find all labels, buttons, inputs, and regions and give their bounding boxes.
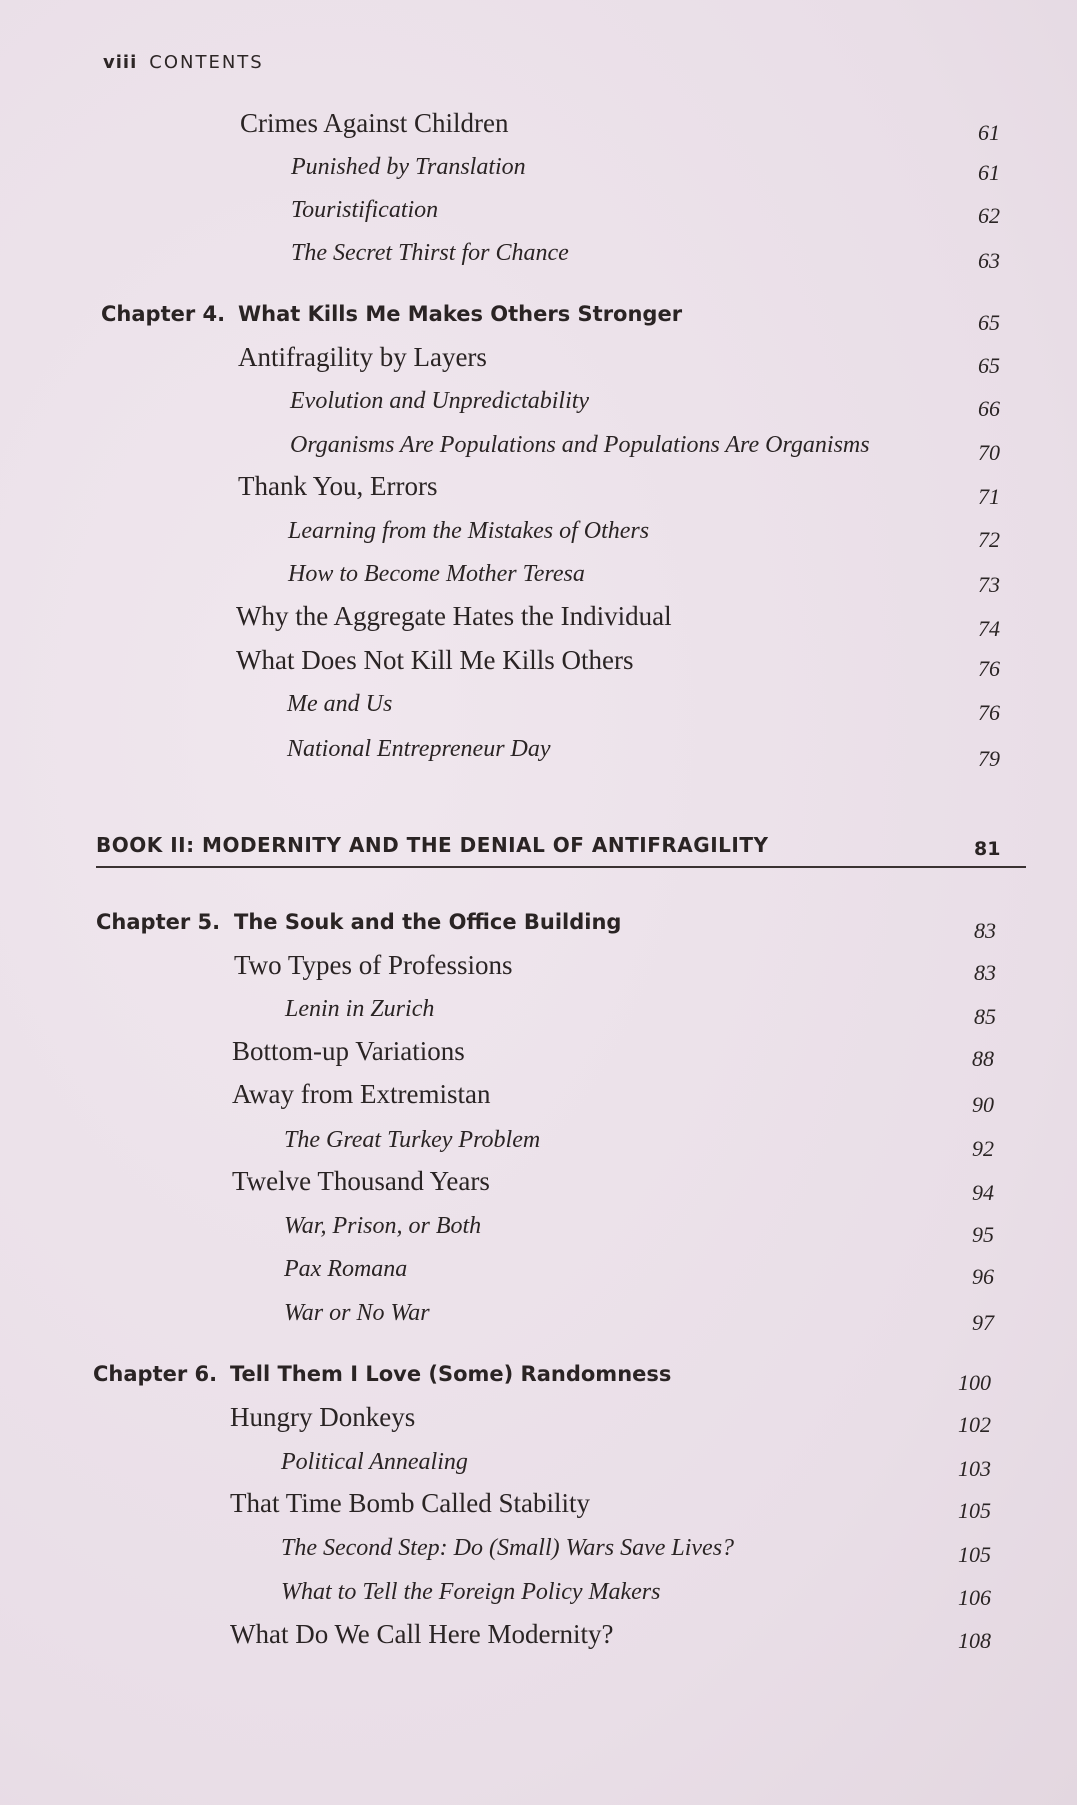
toc-entry-subsection[interactable]: The Secret Thirst for Chance bbox=[291, 240, 569, 266]
page-folio: viii bbox=[103, 52, 138, 73]
toc-entry-page: 63 bbox=[978, 248, 1000, 273]
toc-entry-section[interactable]: Crimes Against Children bbox=[240, 108, 509, 138]
toc-entry-page: 96 bbox=[972, 1264, 994, 1289]
toc-entry-page: 61 bbox=[978, 160, 1000, 185]
toc-entry-page: 79 bbox=[978, 746, 1000, 771]
toc-entry-page: 106 bbox=[958, 1585, 991, 1610]
toc-entry-page: 71 bbox=[978, 484, 1000, 509]
toc-entry-page: 105 bbox=[958, 1542, 991, 1567]
toc-entry-section[interactable]: Antifragility by Layers bbox=[238, 342, 487, 372]
toc-entry-page: 95 bbox=[972, 1222, 994, 1247]
toc-entry-page: 103 bbox=[958, 1456, 991, 1481]
chapter-label: Chapter 6. bbox=[93, 1362, 218, 1386]
toc-entry-page: 62 bbox=[978, 203, 1000, 228]
toc-entry-subsection[interactable]: How to Become Mother Teresa bbox=[288, 561, 585, 587]
running-head bbox=[103, 52, 264, 73]
chapter-label: Chapter 5. bbox=[96, 910, 221, 934]
book-page: 81 bbox=[974, 838, 1001, 860]
toc-entry-subsection[interactable]: National Entrepreneur Day bbox=[287, 736, 551, 762]
toc-entry-page: 76 bbox=[978, 656, 1000, 681]
toc-entry-section[interactable]: Bottom-up Variations bbox=[232, 1036, 465, 1066]
toc-entry-page: 65 bbox=[978, 353, 1000, 378]
toc-entry-subsection[interactable]: The Great Turkey Problem bbox=[284, 1127, 541, 1153]
toc-entry-subsection[interactable]: War, Prison, or Both bbox=[284, 1213, 482, 1239]
toc-entry-page: 76 bbox=[978, 700, 1000, 725]
chapter-page: 65 bbox=[978, 310, 1000, 335]
chapter-page: 100 bbox=[958, 1370, 991, 1395]
toc-entry-page: 66 bbox=[978, 396, 1000, 421]
chapter-label: Chapter 4. bbox=[101, 302, 226, 326]
toc-entry-section[interactable]: Two Types of Professions bbox=[234, 950, 513, 980]
book-title[interactable]: BOOK II: MODERNITY AND THE DENIAL OF ANTIFRAGILITY bbox=[96, 833, 769, 857]
toc-entry-page: 90 bbox=[972, 1092, 994, 1117]
toc-entry-page: 61 bbox=[978, 120, 1000, 145]
toc-entry-subsection[interactable]: Organisms Are Populations and Populations Are Organisms bbox=[290, 432, 870, 458]
chapter-title[interactable]: Tell Them I Love (Some) Randomness bbox=[230, 1362, 672, 1386]
chapter-title[interactable]: The Souk and the Office Building bbox=[234, 910, 622, 934]
toc-entry-page: 70 bbox=[978, 440, 1000, 465]
toc-entry-page: 85 bbox=[974, 1004, 996, 1029]
toc-entry-page: 97 bbox=[972, 1310, 994, 1335]
toc-entry-page: 102 bbox=[958, 1412, 991, 1437]
toc-entry-section[interactable]: Why the Aggregate Hates the Individual bbox=[236, 601, 672, 631]
toc-entry-page: 108 bbox=[958, 1628, 991, 1653]
toc-entry-subsection[interactable]: Lenin in Zurich bbox=[285, 996, 435, 1022]
toc-entry-section[interactable]: Away from Extremistan bbox=[232, 1079, 491, 1109]
toc-entry-section[interactable]: Hungry Donkeys bbox=[230, 1402, 416, 1432]
toc-entry-subsection[interactable]: Touristification bbox=[291, 197, 439, 223]
running-head-title: CONTENTS bbox=[149, 52, 264, 73]
toc-entry-subsection[interactable]: War or No War bbox=[284, 1300, 430, 1326]
toc-entry-subsection[interactable]: What to Tell the Foreign Policy Makers bbox=[281, 1579, 661, 1605]
toc-entry-section[interactable]: Twelve Thousand Years bbox=[232, 1166, 490, 1196]
toc-entry-page: 94 bbox=[972, 1180, 994, 1205]
book-divider-rule bbox=[96, 866, 1026, 868]
toc-entry-subsection[interactable]: Political Annealing bbox=[281, 1449, 468, 1475]
toc-entry-page: 72 bbox=[978, 527, 1000, 552]
toc-entry-subsection[interactable]: Learning from the Mistakes of Others bbox=[288, 518, 650, 544]
toc-entry-subsection[interactable]: The Second Step: Do (Small) Wars Save Lives? bbox=[281, 1535, 735, 1561]
toc-entry-section[interactable]: That Time Bomb Called Stability bbox=[230, 1488, 591, 1518]
toc-entry-subsection[interactable]: Evolution and Unpredictability bbox=[290, 388, 590, 414]
toc-entry-subsection[interactable]: Me and Us bbox=[287, 691, 393, 717]
toc-entry-page: 105 bbox=[958, 1498, 991, 1523]
toc-entry-page: 74 bbox=[978, 616, 1000, 641]
toc-entry-page: 73 bbox=[978, 572, 1000, 597]
toc-entry-page: 92 bbox=[972, 1136, 994, 1161]
toc-entry-section[interactable]: What Does Not Kill Me Kills Others bbox=[236, 645, 634, 675]
toc-entry-subsection[interactable]: Pax Romana bbox=[284, 1256, 408, 1282]
toc-entry-subsection[interactable]: Punished by Translation bbox=[291, 154, 526, 180]
chapter-page: 83 bbox=[974, 918, 996, 943]
toc-entry-section[interactable]: What Do We Call Here Modernity? bbox=[230, 1619, 614, 1649]
toc-entry-section[interactable]: Thank You, Errors bbox=[238, 471, 438, 501]
chapter-title[interactable]: What Kills Me Makes Others Stronger bbox=[238, 302, 683, 326]
toc-entry-page: 88 bbox=[972, 1046, 994, 1071]
toc-entry-page: 83 bbox=[974, 960, 996, 985]
